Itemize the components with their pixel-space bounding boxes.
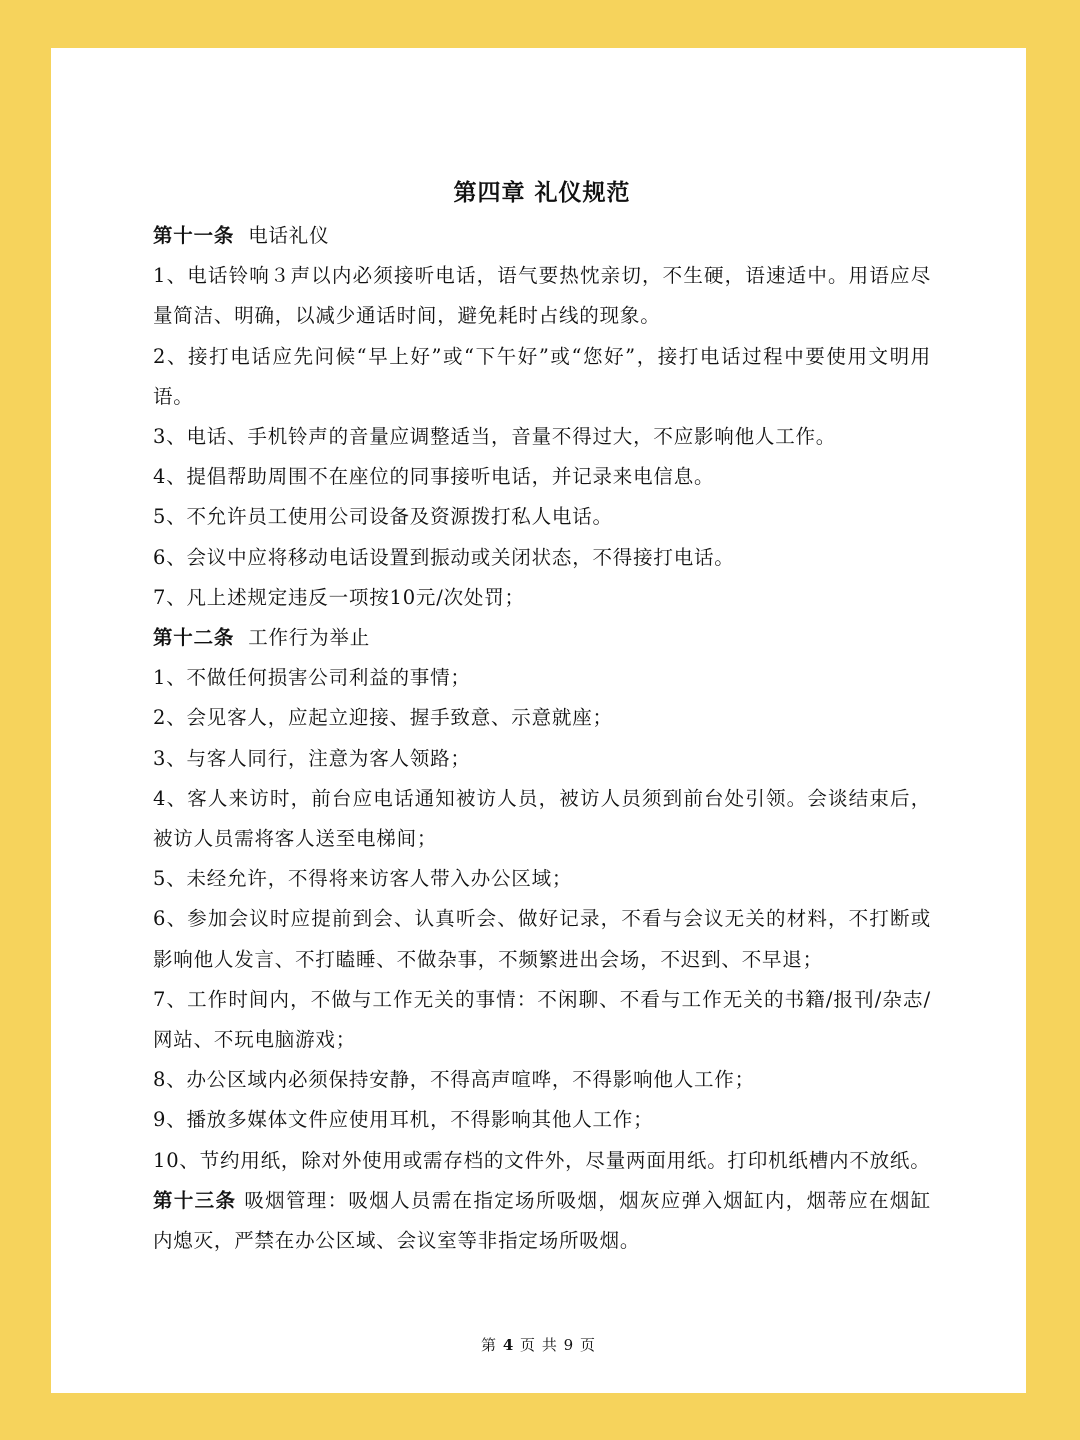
article-11-item-1: 1、电话铃响３声以内必须接听电话，语气要热忱亲切，不生硬，语速适中。用语应尽量简洁、明确，以减少通话时间，避免耗时占线的现象。 [153, 264, 931, 328]
article-11-item-5: 5、不允许员工使用公司设备及资源拨打私人电话。 [153, 505, 613, 529]
article-11-heading [153, 216, 931, 256]
footer-middle: 页 共 [520, 1336, 558, 1354]
article-12-item-10: 10、节约用纸，除对外使用或需存档的文件外，尽量两面用纸。打印机纸槽内不放纸。 [153, 1148, 931, 1172]
article-12-item-5: 5、未经允许，不得将来访客人带入办公区域； [153, 867, 573, 891]
article-13-text: 吸烟管理：吸烟人员需在指定场所吸烟，烟灰应弹入烟缸内，烟蒂应在烟缸内熄灭，严禁在办公区域、会议室等非指定场所吸烟。 [153, 1188, 932, 1253]
article-11-title: 电话礼仪 [248, 224, 330, 247]
article-12-item-4: 4、客人来访时，前台应电话通知被访人员，被访人员须到前台处引领。会谈结束后，被访人员需将客人送至电梯间； [153, 786, 931, 851]
article-12-heading [153, 618, 931, 658]
article-12-item-6: 6、参加会议时应提前到会、认真听会、做好记录，不看与会议无关的材料，不打断或影响他人发言、不打瞌睡、不做杂事，不频繁进出会场，不迟到、不早退； [153, 907, 931, 971]
footer-current-page: 4 [502, 1336, 515, 1354]
article-12-title: 工作行为举止 [248, 626, 371, 650]
footer-suffix: 页 [579, 1336, 596, 1354]
article-12-item-1: 1、不做任何损害公司利益的事情； [153, 666, 471, 690]
article-11-item-4: 4、提倡帮助周围不在座位的同事接听电话，并记录来电信息。 [153, 465, 715, 489]
article-12-item-9: 9、播放多媒体文件应使用耳机，不得影响其他人工作； [153, 1108, 654, 1132]
page-number-footer [51, 1334, 1026, 1355]
article-12-item-7: 7、工作时间内，不做与工作无关的事情：不闲聊、不看与工作无关的书籍/报刊/杂志/网站、不玩电脑游戏； [153, 987, 931, 1052]
article-12-item-3: 3、与客人同行，注意为客人领路； [153, 746, 471, 770]
footer-prefix: 第 [481, 1336, 498, 1354]
article-11-item-7: 7、凡上述规定违反一项按10元/次处罚； [153, 585, 525, 609]
article-12-item-8: 8、办公区域内必须保持安静，不得高声喧哗，不得影响他人工作； [153, 1068, 755, 1092]
article-13-paragraph [153, 1181, 931, 1261]
article-11-item-2: 2、接打电话应先问候“早上好”或“下午好”或“您好”，接打电话过程中要使用文明用语。 [153, 344, 931, 408]
article-12-item-2: 2、会见客人，应起立迎接、握手致意、示意就座； [153, 706, 613, 730]
article-13-label: 第十三条 [153, 1188, 237, 1212]
article-12-label: 第十二条 [153, 626, 235, 650]
document-page [51, 48, 1026, 1393]
document-content [153, 170, 931, 1261]
article-11-label: 第十一条 [153, 224, 235, 247]
article-11-item-6: 6、会议中应将移动电话设置到振动或关闭状态，不得接打电话。 [153, 545, 735, 569]
article-11-item-3: 3、电话、手机铃声的音量应调整适当，音量不得过大，不应影响他人工作。 [153, 425, 837, 449]
chapter-title: 第四章 礼仪规范 [453, 179, 631, 206]
footer-total-pages: 9 [563, 1336, 575, 1354]
